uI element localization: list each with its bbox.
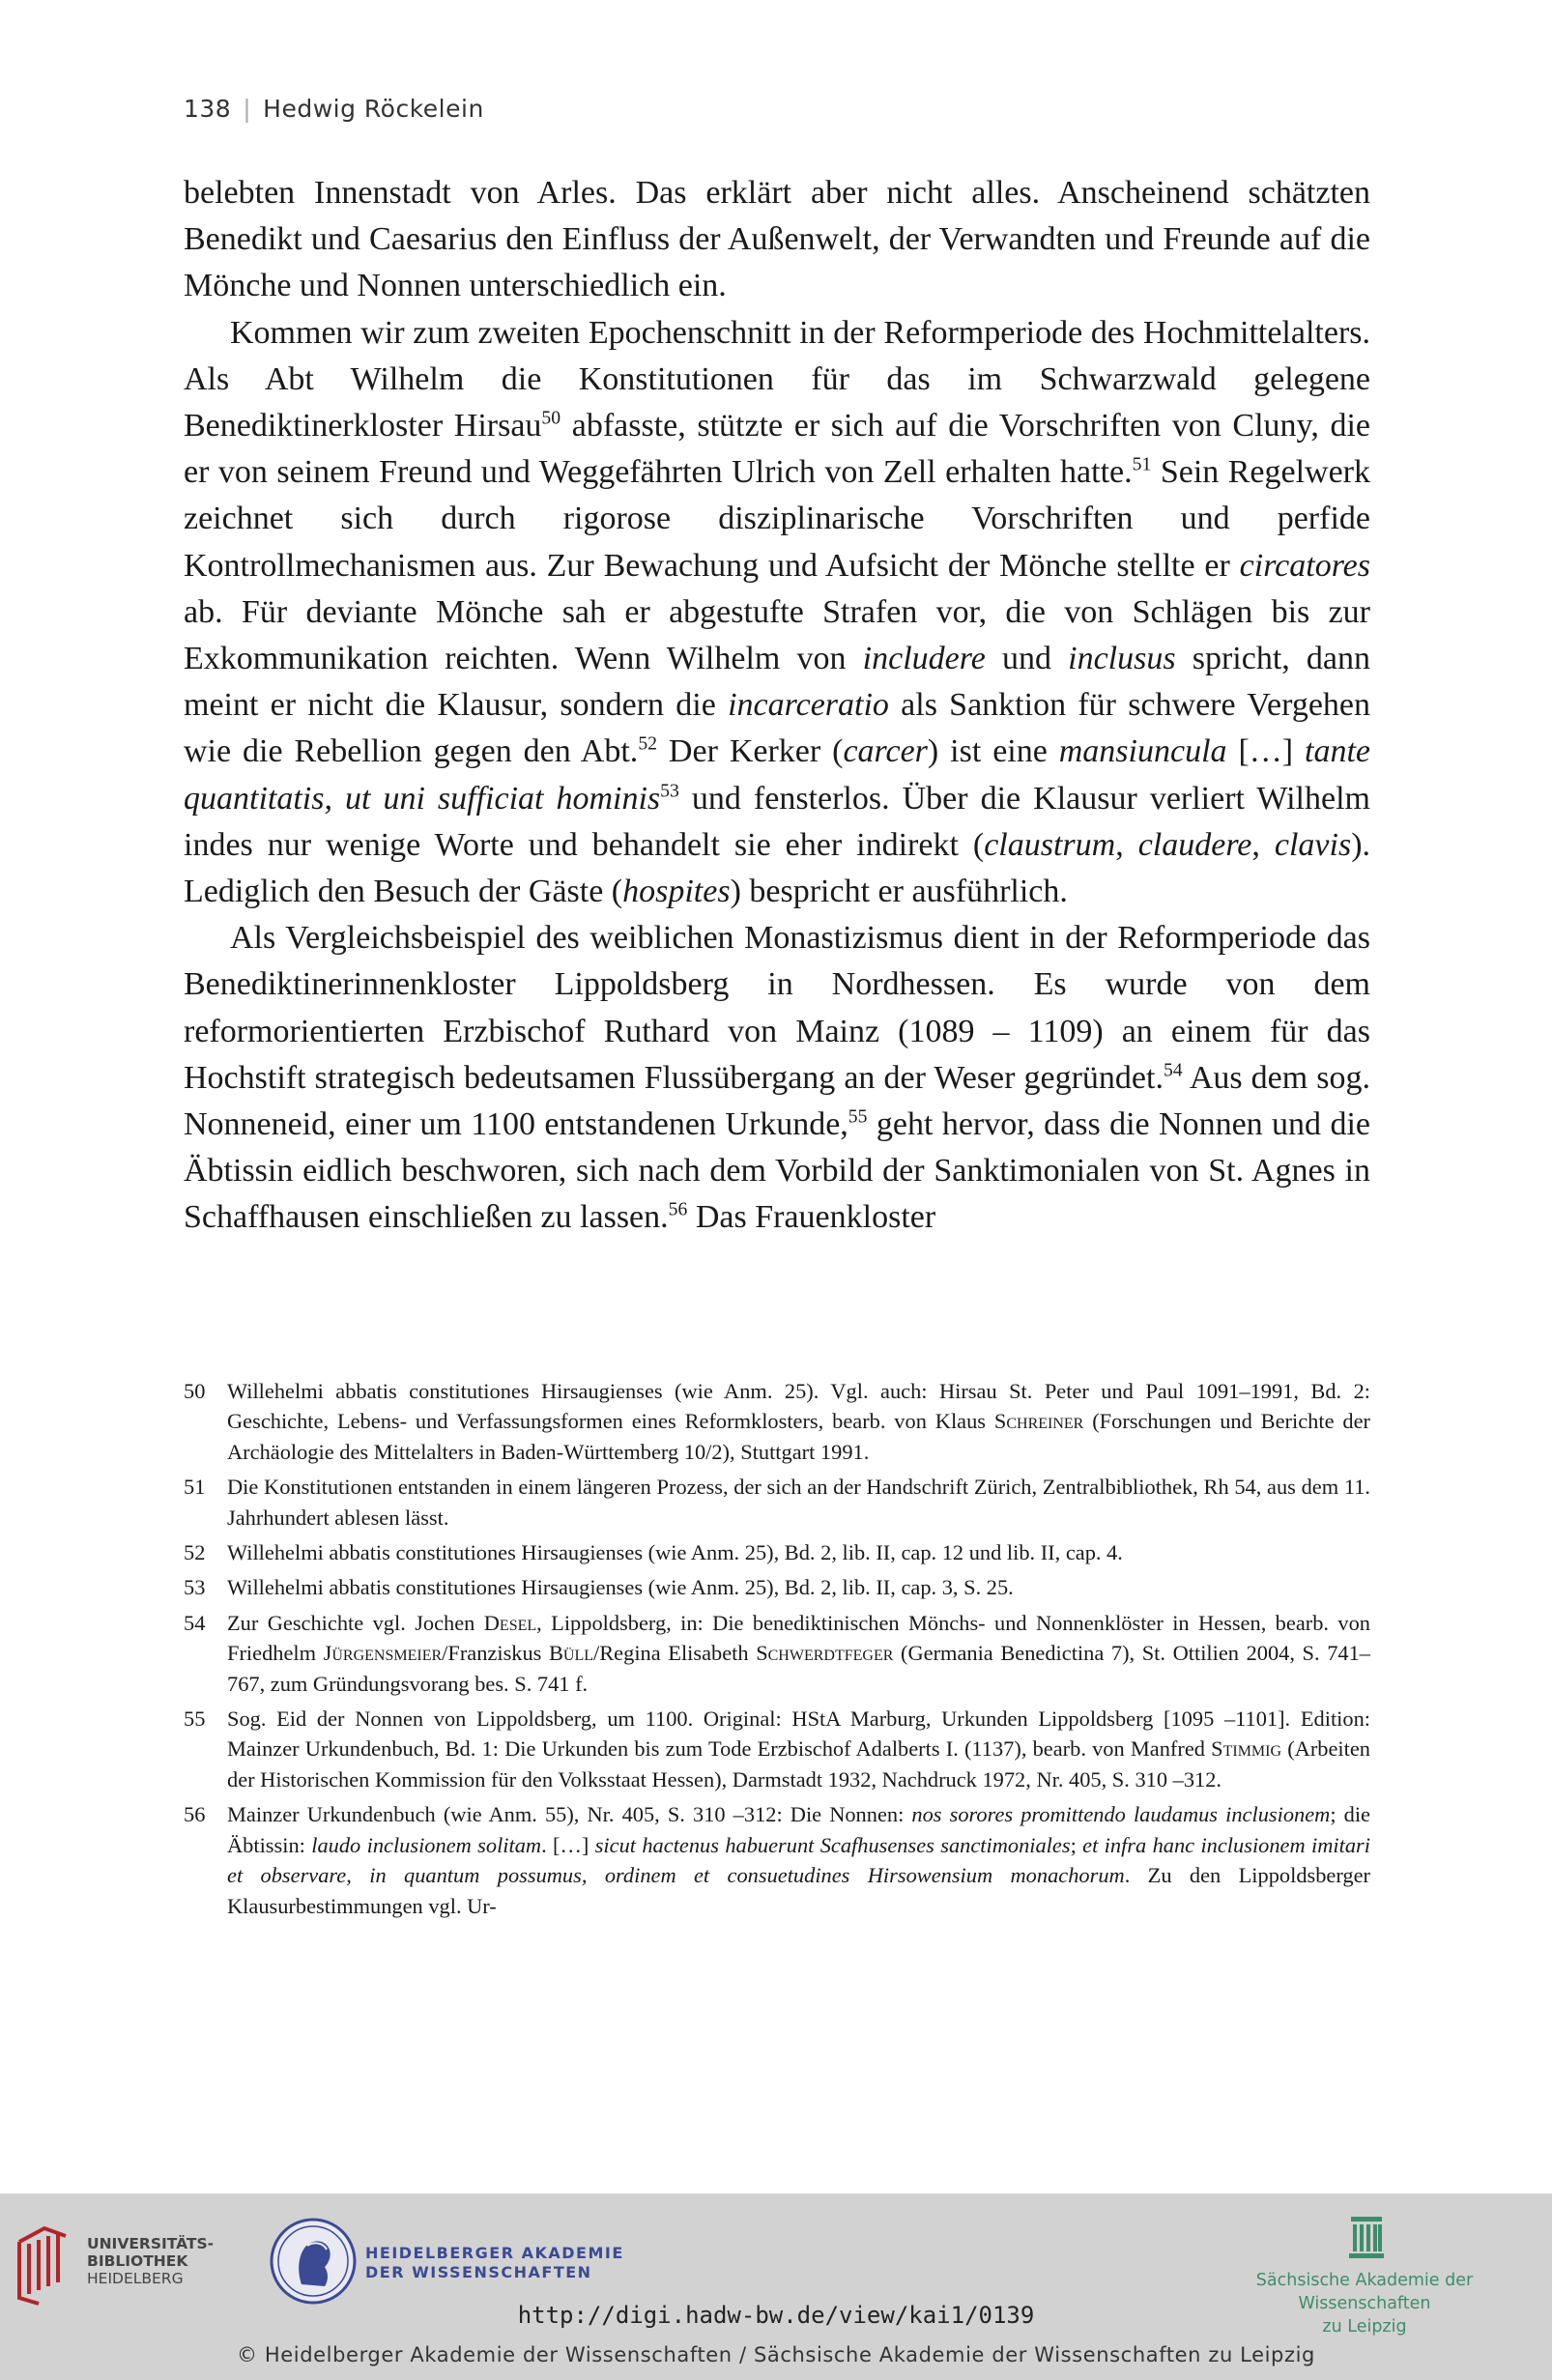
saxon-academy-emblem-icon [1349, 2213, 1384, 2259]
footnote-54 [184, 1608, 1370, 1699]
text-run: als Sanktion für schwere Vergehen wie die Rebellion gegen den Abt. [184, 687, 1370, 770]
footnote-text [227, 1376, 1370, 1467]
ub-line: UNIVERSITÄTS- [87, 2235, 215, 2252]
paragraph-2 [184, 310, 1370, 916]
latin-quote: laudo inclusionem solitam [311, 1832, 542, 1857]
text-run: […] [1226, 733, 1306, 770]
text-run: Mainzer Urkundenbuch (wie Anm. 55), Nr. 405, S. 310 –312: Die Nonnen: [227, 1802, 912, 1827]
text-run: /Regina Elisabeth [593, 1641, 757, 1666]
latin-term: inclusus [1068, 641, 1176, 677]
permalink-url[interactable]: http://digi.hadw-bw.de/view/kai1/0139 [517, 2302, 1035, 2329]
footnote-ref-55: 55 [848, 1105, 868, 1128]
latin-quote: et infra hanc inclusionem imitari et observare, in quantum possumus, ordinem et consuetudines Hirsowensium monachorum [227, 1832, 1370, 1888]
footnote-number: 54 [184, 1610, 206, 1635]
footnote-text [227, 1704, 1370, 1794]
text-run: Kommen wir zum zweiten Epochenschnitt in der Reformperiode des Hochmittelalters. Als Abt Wilhelm die Konstitutionen für das im Schwarzwald gelegene Benediktinerkloster Hirsau [184, 314, 1370, 444]
university-library-logo-icon [15, 2222, 70, 2306]
text-run: /Franziskus [442, 1641, 549, 1666]
footnote-51 [184, 1472, 1370, 1533]
latin-term: carcer [843, 733, 928, 770]
text-run: Sein Regelwerk zeichnet sich durch rigorose disziplinarische Vorschriften und perfide Kontrollmechanismen aus. Zur Bewachung und Aufsicht der Mönche stellte er [184, 454, 1371, 584]
hadw-line: DER WISSENSCHAFTEN [365, 2263, 592, 2281]
text-run: (Forschungen und Berichte der Archäologie des Mittelalters in Baden-Württemberg 10/2), Stuttgart 1991. [227, 1409, 1370, 1464]
text-run: spricht, dann meint er nicht die Klausur, sondern die [184, 641, 1371, 724]
text-run: . Zu den Lippoldsberger Klausurbestimmungen vgl. Ur- [227, 1863, 1371, 1918]
running-header [184, 95, 484, 123]
latin-term: circatores [1239, 547, 1370, 584]
text-run: Sog. Eid der Nonnen von Lippoldsberg, um 1100. Original: HStA Marburg, Urkunden Lippoldsberg [1095 –1101]. Edition: Mainzer Urkundenbuch, Bd. 1: Die Urkunden bis zum Tode Erzbischof Adalberts I. (1137), bearb. von Manfred [227, 1706, 1370, 1762]
text-run: Willehelmi abbatis constitutiones Hirsaugienses (wie Anm. 25). Vgl. auch: Hirsau St. Peter und Paul 1091–1991, Bd. 2: Geschichte, Lebens- und Verfassungsformen eines Reformklosters, bearb. von Klaus [227, 1379, 1370, 1434]
latin-term: mansiuncula [1058, 733, 1227, 770]
latin-quote: sicut hactenus habuerunt Scafhusenses sanctimoniales [594, 1832, 1071, 1857]
text-run: ; die Äbtissin: [227, 1802, 1370, 1857]
author-name: Büll [548, 1641, 594, 1666]
hadw-line: HEIDELBERGER AKADEMIE [365, 2244, 624, 2262]
text-run: , [1115, 826, 1138, 863]
text-run: Der Kerker ( [657, 733, 844, 770]
text-run: geht hervor, dass die Nonnen und die Äbtissin eidlich beschworen, sich nach dem Vorbild der Sanktimonialen von St. Agnes in Schaffhausen einschließen zu lassen. [184, 1106, 1370, 1236]
latin-term: hospites [622, 874, 731, 910]
footnote-text: Willehelmi abbatis constitutiones Hirsaugienses (wie Anm. 25), Bd. 2, lib. II, cap. 3, S. 25. [227, 1575, 1014, 1600]
latin-quote: tante quantitatis, ut uni sufficiat hominis [184, 733, 1370, 817]
author-name: Schreiner [993, 1409, 1084, 1434]
footnote-number: 51 [184, 1475, 206, 1500]
text-run: abfasste, stützte er sich auf die Vorschriften von Cluny, die er von seinem Freund und Weggefährten Ulrich von Zell erhalten hatte. [184, 408, 1371, 491]
copyright-notice: © Heidelberger Akademie der Wissenschaften / Sächsische Akademie der Wissenschaften zu Leipzig [237, 2343, 1315, 2366]
footnote-text: Willehelmi abbatis constitutiones Hirsaugienses (wie Anm. 25), Bd. 2, lib. II, cap. 12 und lib. II, cap. 4. [227, 1540, 1123, 1565]
text-run: , Lippoldsberg, in: Die benediktinischen Mönchs- und Nonnenklöster in Hessen, bearb. von Friedhelm [227, 1610, 1370, 1666]
footnote-text [227, 1799, 1370, 1921]
text-run: Das Frauenkloster [687, 1199, 936, 1236]
latin-term: claudere [1137, 826, 1252, 863]
footnote-number: 53 [184, 1575, 206, 1600]
digitization-footer [0, 2194, 1552, 2380]
text-run: ab. Für deviante Mönche sah er abgestufte Strafen vor, die von Schlägen bis zur Exkommunikation reichten. Wenn Wilhelm von [184, 593, 1370, 677]
text-run: ; [1070, 1832, 1083, 1857]
main-text [184, 170, 1370, 1242]
saw-line: zu Leipzig [1322, 2317, 1407, 2337]
footnote-ref-56: 56 [668, 1199, 688, 1221]
text-run: Aus dem sog. Nonneneid, einer um 1100 entstandenen Urkunde, [184, 1059, 1370, 1143]
author-name: Schwerdtfeger [756, 1641, 894, 1666]
text-run: Zur Geschichte vgl. Jochen [227, 1610, 484, 1635]
ub-line: BIBLIOTHEK [87, 2252, 188, 2270]
author-name: Jürgensmeier [323, 1641, 443, 1666]
text-run: , [1251, 826, 1275, 863]
paragraph-1: belebten Innenstadt von Arles. Das erklärt aber nicht alles. Anscheinend schätzten Benedikt und Caesarius den Einfluss der Außenwelt, der Verwandten und Freunde auf die Mönche und Nonnen unterschiedlich ein. [184, 175, 1370, 304]
footnotes [184, 1376, 1370, 1926]
footnote-53 [184, 1572, 1370, 1602]
latin-term: incarceratio [728, 687, 889, 724]
footnote-55 [184, 1704, 1370, 1794]
latin-term: includere [862, 641, 986, 677]
ub-line: HEIDELBERG [87, 2270, 184, 2287]
footnote-ref-52: 52 [638, 733, 658, 756]
text-run: (Arbeiten der Historischen Kommission für den Volksstaat Hessen), Darmstadt 1932, Nachdruck 1972, Nr. 405, S. 310 –312. [227, 1736, 1370, 1792]
text-run: und fensterlos. Über die Klausur verliert Wilhelm indes nur wenige Worte und behandelt sie eher indirekt ( [184, 780, 1370, 863]
text-run: (Germania Benedictina 7), St. Ottilien 2004, S. 741–767, zum Gründungsvorang bes. S. 741 f. [227, 1641, 1370, 1696]
text-run: ). Lediglich den Besuch der Gäste ( [184, 826, 1371, 910]
footnote-number: 55 [184, 1706, 206, 1732]
footnote-52 [184, 1537, 1370, 1567]
footnote-ref-50: 50 [541, 407, 561, 429]
footnote-50 [184, 1376, 1370, 1467]
footnote-ref-53: 53 [660, 780, 679, 802]
page-number: 138 [184, 95, 232, 123]
text-run: ) bespricht er ausführlich. [730, 874, 1068, 910]
footnote-ref-51: 51 [1132, 453, 1152, 475]
latin-term: claustrum [984, 826, 1116, 863]
footnote-ref-54: 54 [1163, 1059, 1183, 1081]
heidelberg-academy-name [365, 2244, 624, 2282]
footnote-number: 50 [184, 1379, 206, 1403]
footnote-text: Die Konstitutionen entstanden in einem längeren Prozess, der sich an der Handschrift Zürich, Zentralbibliothek, Rh 54, aus dem 11. Jahrhundert ablesen lässt. [227, 1475, 1370, 1530]
latin-quote: nos sorores promittendo laudamus inclusionem [911, 1802, 1331, 1827]
academy-seal-icon [269, 2217, 358, 2306]
text-run: . […] [541, 1832, 595, 1857]
latin-term: clavis [1274, 826, 1352, 863]
footnote-number: 56 [184, 1802, 206, 1827]
header-author: Hedwig Röckelein [263, 95, 484, 123]
text-run: und [985, 641, 1069, 677]
footnote-56 [184, 1799, 1370, 1921]
footnote-number: 52 [184, 1540, 206, 1565]
paragraph-3 [184, 915, 1370, 1241]
header-separator: | [243, 95, 252, 123]
text-run: ) ist eine [927, 733, 1059, 770]
author-name: Stimmig [1211, 1736, 1282, 1762]
text-run: Als Vergleichsbeispiel des weiblichen Monastizismus dient in der Reformperiode das Benediktinerinnenkloster Lippoldsberg in Nordhessen. Es wurde von dem reformorientierten Erzbischof Ruthard von Mainz (1089 – 1109) an einem für das Hochstift strategisch bedeutsamen Flussübergang an der Weser gegründet. [184, 920, 1370, 1096]
saw-line: Sächsische Akademie der Wissenschaften [1255, 2271, 1474, 2313]
university-library-name [87, 2235, 214, 2287]
footnote-text [227, 1608, 1370, 1699]
author-name: Desel [483, 1610, 537, 1635]
